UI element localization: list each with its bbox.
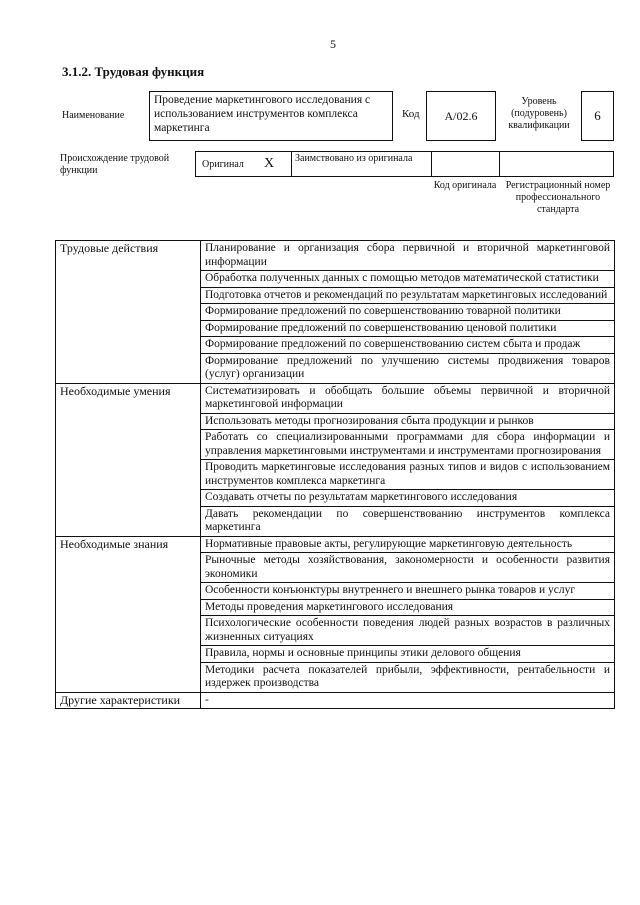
origin-code-cell bbox=[432, 152, 500, 176]
item-cell: Давать рекомендации по совершенствованию инструментов комплекса маркетинга bbox=[201, 506, 615, 536]
category-cell: Другие характеристики bbox=[56, 692, 201, 709]
code-label: Код bbox=[402, 108, 420, 120]
borrowed-label: Заимствовано из оригинала bbox=[295, 153, 413, 164]
table-row bbox=[56, 692, 615, 709]
category-cell: Необходимые знания bbox=[56, 536, 201, 692]
level-label: Уровень (подуровень) квалификации bbox=[508, 96, 570, 131]
reg-caption: Регистрационный номер профессионального стандарта bbox=[505, 180, 611, 215]
item-cell: Работать со специализированными программами для сбора информации и управления маркетинговыми инструментами и инструментами прогнозирования bbox=[201, 430, 615, 460]
item-cell: Методы проведения маркетингового исследования bbox=[201, 599, 615, 616]
item-cell: Планирование и организация сбора первичной и вторичной маркетинговой информации bbox=[201, 241, 615, 271]
level-box bbox=[581, 91, 614, 141]
reg-number-cell bbox=[500, 152, 613, 176]
category-cell: Необходимые умения bbox=[56, 383, 201, 536]
code-box bbox=[426, 91, 496, 141]
item-cell: Особенности конъюнктуры внутреннего и внешнего рынка товаров и услуг bbox=[201, 583, 615, 600]
item-cell: Систематизировать и обобщать большие объемы первичной и вторичной маркетинговой информации bbox=[201, 383, 615, 413]
category-cell: Трудовые действия bbox=[56, 241, 201, 384]
code-caption: Код оригинала bbox=[433, 180, 497, 191]
item-cell: Психологические особенности поведения людей разных возрастов в различных жизненных ситуациях bbox=[201, 616, 615, 646]
section-title: 3.1.2. Трудовая функция bbox=[62, 64, 205, 79]
item-cell: Формирование предложений по совершенствованию систем сбыта и продаж bbox=[201, 337, 615, 354]
origin-label: Происхождение трудовой функции bbox=[60, 153, 170, 176]
original-cell bbox=[196, 152, 292, 176]
item-cell: - bbox=[201, 692, 615, 709]
item-cell: Использовать методы прогнозирования сбыта продукции и рынков bbox=[201, 413, 615, 430]
item-cell: Создавать отчеты по результатам маркетингового исследования bbox=[201, 490, 615, 507]
item-cell: Обработка полученных данных с помощью методов математической статистики bbox=[201, 271, 615, 288]
item-cell: Методики расчета показателей прибыли, эффективности, рентабельности и издержек производства bbox=[201, 662, 615, 692]
table-row bbox=[56, 536, 615, 553]
item-cell: Формирование предложений по совершенствованию товарной политики bbox=[201, 304, 615, 321]
item-cell: Подготовка отчетов и рекомендаций по результатам маркетинговых исследований bbox=[201, 287, 615, 304]
level-value: 6 bbox=[594, 108, 601, 123]
item-cell: Рыночные методы хозяйствования, закономерности и особенности развития экономики bbox=[201, 553, 615, 583]
function-name-value: Проведение маркетингового исследования с использованием инструментов комплекса маркетинга bbox=[154, 94, 371, 134]
original-mark: X bbox=[264, 156, 275, 171]
page-number: 5 bbox=[330, 37, 336, 51]
item-cell: Формирование предложений по улучшению системы продвижения товаров (услуг) организации bbox=[201, 353, 615, 383]
table-row bbox=[56, 383, 615, 413]
table-row bbox=[56, 241, 615, 271]
borrowed-cell bbox=[292, 152, 432, 176]
item-cell: Нормативные правовые акты, регулирующие маркетинговую деятельность bbox=[201, 536, 615, 553]
origin-row bbox=[195, 151, 614, 177]
original-label: Оригинал bbox=[202, 159, 244, 170]
item-cell: Правила, нормы и основные принципы этики делового общения bbox=[201, 646, 615, 663]
name-label: Наименование bbox=[62, 110, 125, 121]
item-cell: Проводить маркетинговые исследования разных типов и видов с использованием инструментов комплекса маркетинга bbox=[201, 460, 615, 490]
item-cell: Формирование предложений по совершенствованию ценовой политики bbox=[201, 320, 615, 337]
function-name-box bbox=[149, 91, 393, 141]
code-value: A/02.6 bbox=[444, 108, 478, 123]
function-table bbox=[55, 240, 615, 709]
